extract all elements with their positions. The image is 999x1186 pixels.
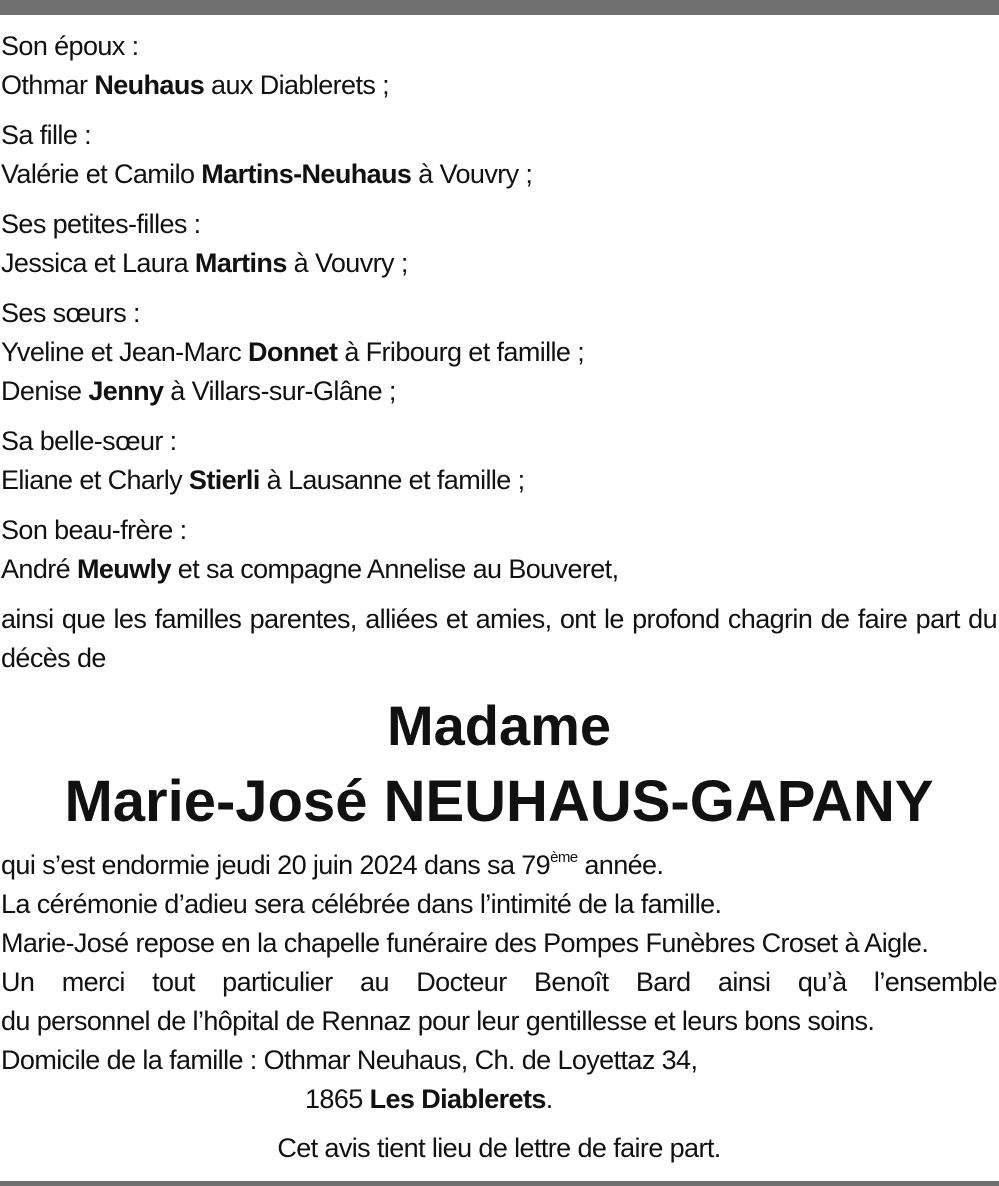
- deceased-title: Madame: [386, 694, 612, 757]
- bottom-rule: [0, 1181, 999, 1186]
- member-surname: Neuhaus: [94, 70, 205, 100]
- member-location: à Vouvry ;: [286, 248, 408, 278]
- family-member: [1, 66, 997, 105]
- member-surname: Stierli: [188, 465, 260, 495]
- family-member: [1, 155, 997, 194]
- member-location: aux Diablerets ;: [204, 70, 390, 100]
- member-first-names: Yveline et Jean-Marc: [1, 337, 249, 367]
- town-name: Les Diablerets: [369, 1084, 546, 1114]
- chapel-line: Marie-José repose en la chapelle funéraire des Pompes Funèbres Croset à Aigle.: [1, 928, 929, 958]
- family-member: [1, 333, 997, 372]
- family-member: [1, 372, 997, 411]
- member-location: à Villars-sur-Glâne ;: [163, 376, 396, 406]
- deceased-name: Marie-José NEUHAUS-GAPANY: [64, 769, 934, 834]
- domicile-line: Domicile de la famille : Othmar Neuhaus, Ch. de Loyettaz 34,: [1, 1045, 698, 1075]
- family-group-spouse: [1, 27, 997, 105]
- family-group-granddaughters: [1, 205, 997, 283]
- intro-paragraph: ainsi que les familles parentes, alliées et amies, ont le profond chagrin de faire part du décès de: [1, 604, 997, 673]
- member-first-names: Eliane et Charly: [1, 465, 189, 495]
- ordinal-suffix: ème: [550, 849, 578, 866]
- family-group-sisters: [1, 294, 997, 411]
- member-location: à Fribourg et famille ;: [337, 337, 585, 367]
- member-first-names: Jessica et Laura: [1, 248, 195, 278]
- member-location: à Lausanne et famille ;: [259, 465, 525, 495]
- thanks-line-2: du personnel de l’hôpital de Rennaz pour leur gentillesse et leurs bons soins.: [1, 1006, 875, 1036]
- family-member: [1, 461, 997, 500]
- family-group-daughter: [1, 116, 997, 194]
- member-surname: Jenny: [88, 376, 164, 406]
- family-group-sister-in-law: [1, 422, 997, 500]
- member-surname: Donnet: [248, 337, 338, 367]
- ceremony-line: La cérémonie d’adieu sera célébrée dans l’intimité de la famille.: [1, 889, 722, 919]
- group-heading: Sa belle-sœur :: [1, 426, 177, 456]
- thanks-line-1: Un merci tout particulier au Docteur Benoît Bard ainsi qu’à l’ensemble: [1, 967, 997, 997]
- obituary-text: [1, 27, 997, 1168]
- member-surname: Meuwly: [76, 554, 171, 584]
- group-heading: Sa fille :: [1, 120, 92, 150]
- group-heading: Ses petites-filles :: [1, 209, 201, 239]
- member-surname: Martins: [194, 248, 287, 278]
- member-first-names: André: [1, 554, 77, 584]
- member-surname: Martins-Neuhaus: [201, 159, 412, 189]
- family-group-brother-in-law: [1, 511, 997, 589]
- member-first-names: Othmar: [1, 70, 95, 100]
- passing-line: [1, 846, 997, 885]
- postal-code: 1865: [305, 1084, 370, 1114]
- family-member: [1, 550, 997, 589]
- family-member: [1, 244, 997, 283]
- address-end: .: [545, 1084, 553, 1114]
- notice-line: Cet avis tient lieu de lettre de faire part.: [277, 1133, 721, 1163]
- member-location: et sa compagne Annelise au Bouveret,: [170, 554, 619, 584]
- top-rule: [0, 0, 999, 15]
- group-heading: Son époux :: [1, 31, 139, 61]
- passing-text: qui s’est endormie jeudi 20 juin 2024 dans sa 79: [1, 850, 551, 880]
- group-heading: Ses sœurs :: [1, 298, 140, 328]
- member-first-names: Denise: [1, 376, 89, 406]
- member-first-names: Valérie et Camilo: [1, 159, 202, 189]
- member-location: à Vouvry ;: [411, 159, 533, 189]
- group-heading: Son beau-frère :: [1, 515, 187, 545]
- domicile-address: [1, 1080, 997, 1119]
- passing-text-end: année.: [577, 850, 664, 880]
